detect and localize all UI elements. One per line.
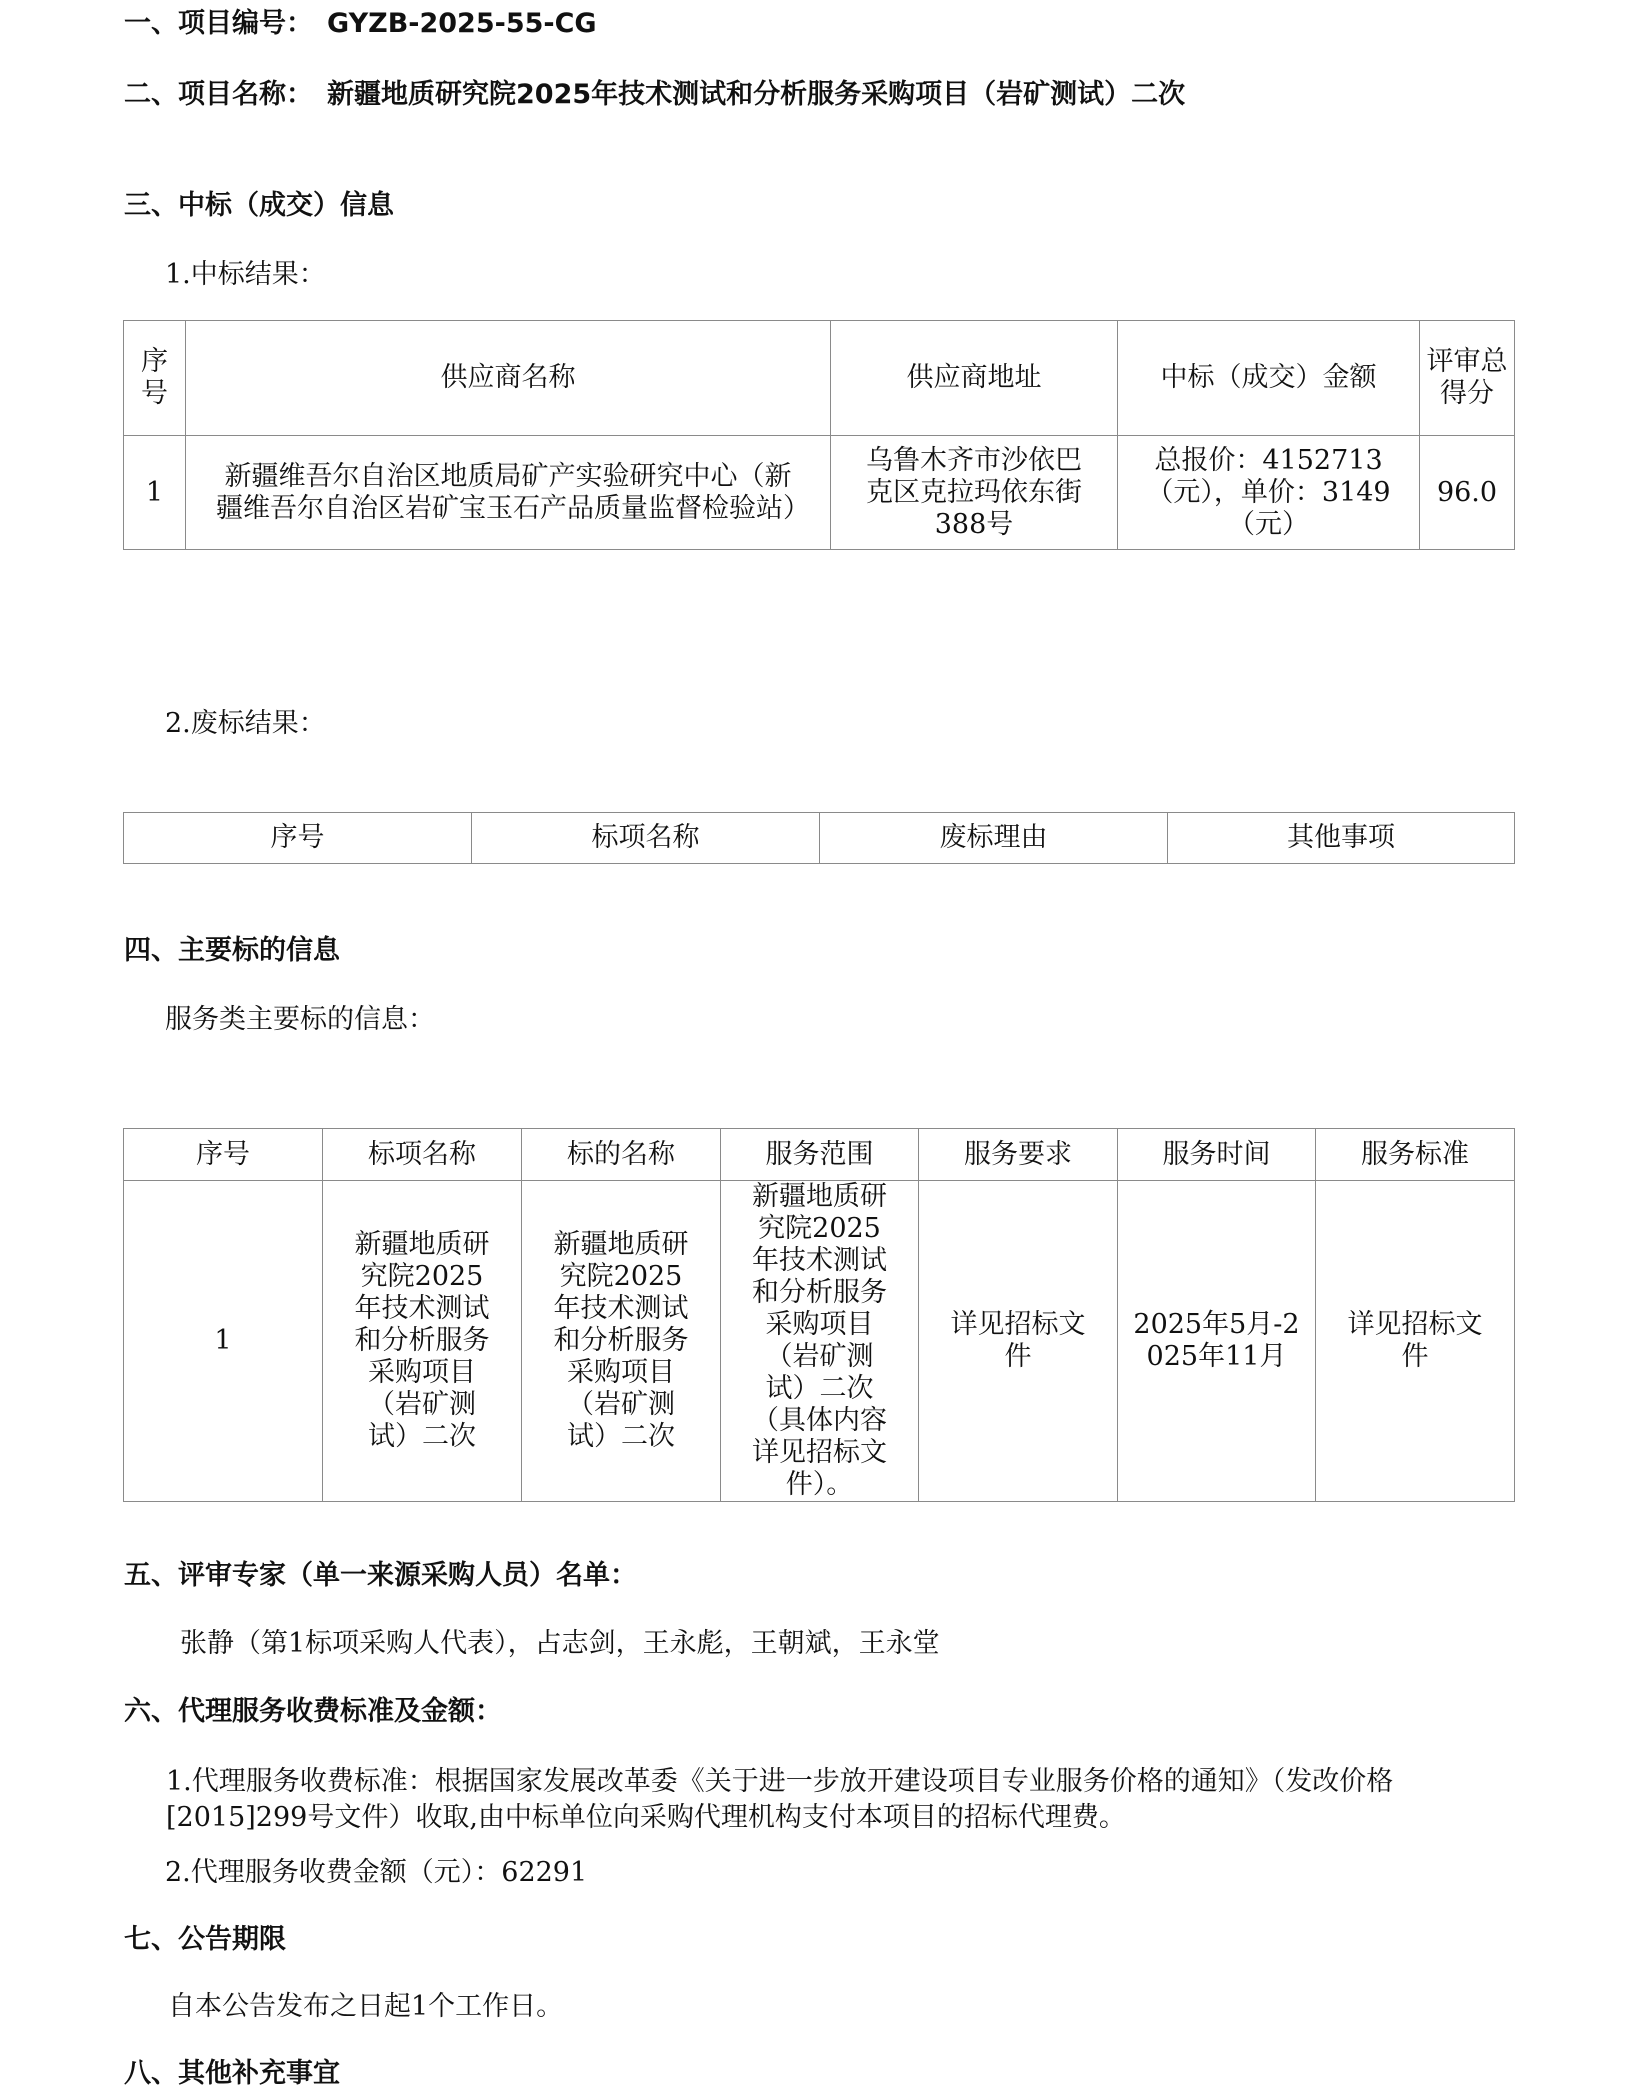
project-number-heading (124, 8, 597, 40)
project-name-heading (124, 79, 1185, 111)
header-cell: 废标理由 (820, 813, 1168, 864)
failed-bid-subheading: 2.废标结果： (165, 708, 326, 739)
header-cell: 服务标准 (1316, 1129, 1515, 1181)
main-subject-table (123, 1128, 1515, 1502)
supplier-name: 新疆维吾尔自治区地质局矿产实验研究中心（新疆维吾尔自治区岩矿宝玉石产品质量监督检验站） (186, 436, 831, 550)
supplier-address: 乌鲁木齐市沙依巴克区克拉玛依东街388号 (831, 436, 1118, 550)
header-cell: 序号 (124, 813, 472, 864)
table-row (124, 1181, 1515, 1502)
service-requirement: 详见招标文件 (919, 1181, 1118, 1502)
service-standard: 详见招标文件 (1316, 1181, 1515, 1502)
header-cell: 供应商名称 (186, 321, 831, 436)
row-number: 1 (124, 436, 186, 550)
project-number-label: 一、项目编号： (124, 8, 313, 39)
award-result-subheading: 1.中标结果： (165, 259, 326, 290)
header-cell: 标项名称 (472, 813, 820, 864)
header-cell: 服务时间 (1118, 1129, 1316, 1181)
header-cell: 评审总得分 (1420, 321, 1515, 436)
fee-standard-text: 1.代理服务收费标准：根据国家发展改革委《关于进一步放开建设项目专业服务价格的通知》（发改价格[2015]299号文件）收取,由中标单位向采购代理机构支付本项目的招标代理费。 (166, 1766, 1394, 1833)
subject-table-header-row (124, 1129, 1515, 1181)
agency-fee-amount: 2.代理服务收费金额（元）：62291 (165, 1857, 588, 1888)
header-cell: 序号 (124, 321, 186, 436)
project-name-label: 二、项目名称： (124, 79, 313, 110)
expert-names: 张静（第1标项采购人代表），占志剑，王永彪，王朝斌，王永堂 (180, 1628, 940, 1659)
header-cell: 服务范围 (721, 1129, 919, 1181)
subject-name: 新疆地质研究院2025年技术测试和分析服务采购项目（岩矿测试）二次 (522, 1181, 721, 1502)
agency-fee-standard (124, 1764, 1514, 1836)
service-subject-subheading: 服务类主要标的信息： (165, 1004, 435, 1035)
award-table-header-row (124, 321, 1515, 436)
header-cell: 其他事项 (1168, 813, 1515, 864)
header-cell: 中标（成交）金额 (1118, 321, 1420, 436)
header-cell: 供应商地址 (831, 321, 1118, 436)
header-cell: 标的名称 (522, 1129, 721, 1181)
failed-bid-table (123, 812, 1515, 864)
review-score: 96.0 (1420, 436, 1515, 550)
row-number: 1 (124, 1181, 323, 1502)
table-row (124, 436, 1515, 550)
lot-name: 新疆地质研究院2025年技术测试和分析服务采购项目（岩矿测试）二次 (323, 1181, 522, 1502)
expert-list-heading: 五、评审专家（单一来源采购人员）名单： (124, 1560, 637, 1591)
award-amount: 总报价：4152713（元），单价：3149（元） (1118, 436, 1420, 550)
header-cell: 序号 (124, 1129, 323, 1181)
header-cell: 标项名称 (323, 1129, 522, 1181)
award-info-heading: 三、中标（成交）信息 (124, 190, 394, 221)
main-subject-heading: 四、主要标的信息 (124, 935, 340, 966)
notice-period-heading: 七、公告期限 (124, 1924, 286, 1955)
header-cell: 服务要求 (919, 1129, 1118, 1181)
failed-table-header-row (124, 813, 1515, 864)
project-name-value: 新疆地质研究院2025年技术测试和分析服务采购项目（岩矿测试）二次 (327, 79, 1186, 110)
service-scope: 新疆地质研究院2025年技术测试和分析服务采购项目（岩矿测试）二次（具体内容详见招标文件）。 (721, 1181, 919, 1502)
service-time: 2025年5月-2025年11月 (1118, 1181, 1316, 1502)
award-result-table (123, 320, 1515, 550)
agency-fee-heading: 六、代理服务收费标准及金额： (124, 1696, 502, 1727)
other-matters-heading: 八、其他补充事宜 (124, 2058, 340, 2089)
project-number-value: GYZB-2025-55-CG (327, 8, 597, 39)
notice-period-text: 自本公告发布之日起1个工作日。 (168, 1991, 564, 2022)
